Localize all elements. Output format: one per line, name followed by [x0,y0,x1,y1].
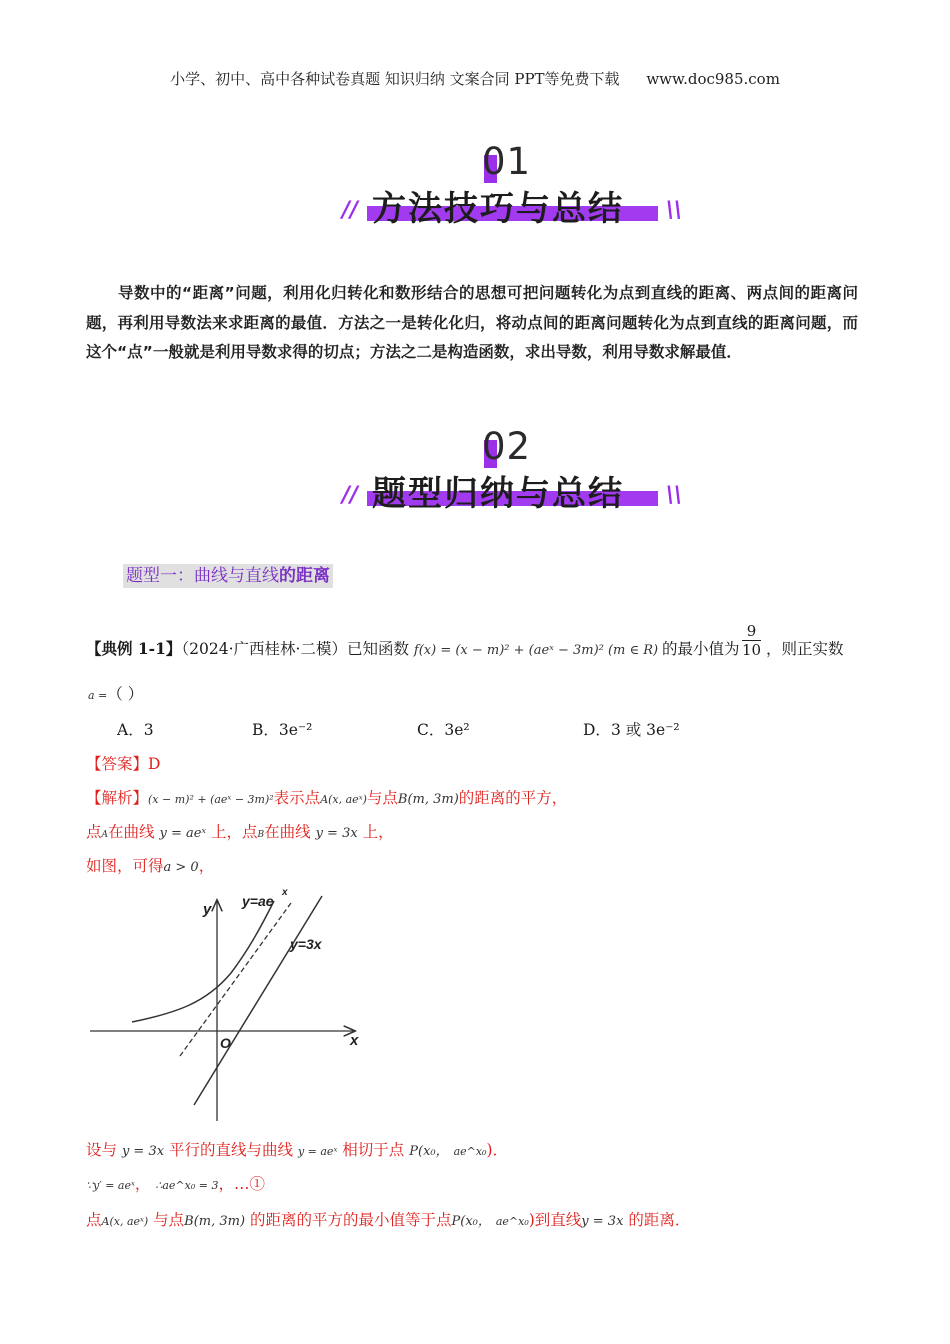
solution-l2-B: B [257,830,265,840]
solution-l2-b: 在曲线 [108,823,155,841]
curve-label: y=ae [242,893,274,909]
solution-l5-math2: ∴ae^x₀ = 3 [155,1179,219,1192]
solution-l1-c: 的距离的平方， [458,789,568,807]
solution-line-2 [86,820,394,842]
solution-l5-a: ， [134,1175,151,1193]
y-axis-label: y [203,901,212,918]
solution-l6-d: )到直线 [528,1211,582,1229]
type-label-part2: 的距离 [279,566,330,586]
option-d-value: 3 或 3e⁻² [610,721,680,739]
solution-l6-e: 的距离． [628,1211,691,1229]
solution-l4-Q: ae^x₀ [453,1145,487,1158]
solution-l5-b: ，…① [218,1175,265,1193]
section2-number: 02 [482,425,532,468]
solution-l6-a: 点 [86,1211,102,1229]
point-b-math: B(m, 3m) [397,792,459,807]
solution-l4-d: )． [486,1141,509,1159]
solution-l2-line: y = 3x [315,826,358,841]
section1-number: 01 [482,140,532,183]
tangent-line [180,903,291,1056]
fraction-denominator: 10 [742,641,762,659]
line-y3x [194,896,322,1105]
solution-l2-c: 上，点 [210,823,258,841]
answer-line [86,752,160,774]
curve-label-sup: x [282,887,288,898]
section1-title: 方法技巧与总结 [372,189,624,229]
example-line-tail [662,637,740,659]
solution-line-5 [86,1172,265,1194]
option-a-letter: A． [117,721,144,739]
point-a-math: A(x, aeˣ) [320,793,367,806]
solution-l3-math: a > 0 [163,860,199,875]
line-label: y=3x [290,936,322,952]
solution-l6-c: 的距离的平方的最小值等于点 [250,1211,452,1229]
solution-l4-c: 相切于点 [342,1141,405,1159]
solution-l2-a: 点 [86,823,102,841]
solution-l1-math: (x − m)² + (aeˣ − 3m)² [148,793,274,806]
option-b-letter: B． [252,721,279,739]
solution-l2-d: 在曲线 [264,823,311,841]
type-label-part1: 题型一：曲线与直线 [126,566,279,586]
answer-value: D [148,755,161,773]
solution-l4-math2: y = aeˣ [297,1145,338,1158]
solution-line-1 [86,786,567,808]
option-a [117,718,154,740]
option-c-letter: C． [417,721,445,739]
example-tag: 【典例 1-1】 [86,639,182,658]
solution-l5-math1: ∵y′ = aeˣ [86,1179,135,1192]
example-mid: 的最小值为 [662,640,740,658]
x-axis-label: x [350,1032,359,1049]
solution-l6-B: B(m, 3m) [184,1214,246,1229]
solution-l1-b: 与点 [366,789,398,807]
section2-slash-left: // [342,483,359,508]
example-a-eq: a = [88,689,108,702]
solution-l4-P: P(x₀， [409,1144,449,1159]
solution-line-3 [86,854,214,876]
example-source: （2024·广西桂林·二模）已知函数 [181,640,409,658]
solution-l3-a: 如图，可得 [86,857,164,875]
example-a-line [88,682,143,704]
option-a-value: 3 [143,721,154,739]
solution-l6-b: 与点 [153,1211,185,1229]
graph-figure [86,883,366,1123]
solution-line-4 [86,1138,508,1160]
section2-title: 题型归纳与总结 [372,474,624,514]
example-paren: （ ） [107,685,144,703]
solution-l6-line: y = 3x [581,1214,624,1229]
example-tail: ，则正实数 [766,640,844,658]
section1-slash-left: // [342,198,359,223]
option-d-letter: D． [583,721,611,739]
option-b [252,718,312,740]
intro-paragraph: 导数中的“距离”问题，利用化归转化和数形结合的思想可把问题转化为点到直线的距离、两点间的距离问题，再利用导数法来求距离的最值．方法之一是转化化归，将动点间的距离问题转化为点到直线的距离问题，而这个“点”一般就是利用导数求得的切点；方法之二是构造函数，求出导数，利用导数求解最值． [86,284,858,361]
type-label [123,564,333,588]
example-line [86,637,658,659]
solution-line-6 [86,1208,690,1230]
header-site: www.doc985.com [646,70,780,88]
exp-curve [132,901,274,1022]
option-b-value: 3e⁻² [278,721,313,739]
solution-l6-A: A(x, aeˣ) [101,1215,149,1228]
solution-l2-curve: y = aeˣ [159,826,207,841]
section2-slash-right: \\ [666,483,683,508]
example-function: f(x) = (x − m)² + (aeˣ − 3m)² (m ∈ R) [413,643,659,658]
fraction-numerator: 9 [742,622,761,641]
solution-l2-e: 上， [362,823,394,841]
solution-l4-a: 设与 [86,1141,118,1159]
solution-l6-P: P(x₀， [451,1214,491,1229]
solution-l2-A: A [101,830,109,840]
origin-label: O [220,1035,231,1051]
option-c-value: 3e² [444,721,470,739]
section1-slash-right: \\ [666,198,683,223]
option-d [583,718,680,740]
solution-l4-b: 平行的直线与曲线 [169,1141,294,1159]
solution-label: 【解析】 [86,789,149,807]
option-c [417,718,470,740]
header-text: 小学、初中、高中各种试卷真题 知识归纳 文案合同 PPT等免费下载 [170,70,620,88]
example-fraction [742,622,761,659]
solution-l3-b: ， [198,857,215,875]
solution-l1-a: 表示点 [273,789,321,807]
page-header [0,68,950,89]
solution-l6-Q: ae^x₀ [495,1215,529,1228]
answer-label: 【答案】 [86,755,149,773]
solution-l4-math1: y = 3x [121,1144,165,1159]
